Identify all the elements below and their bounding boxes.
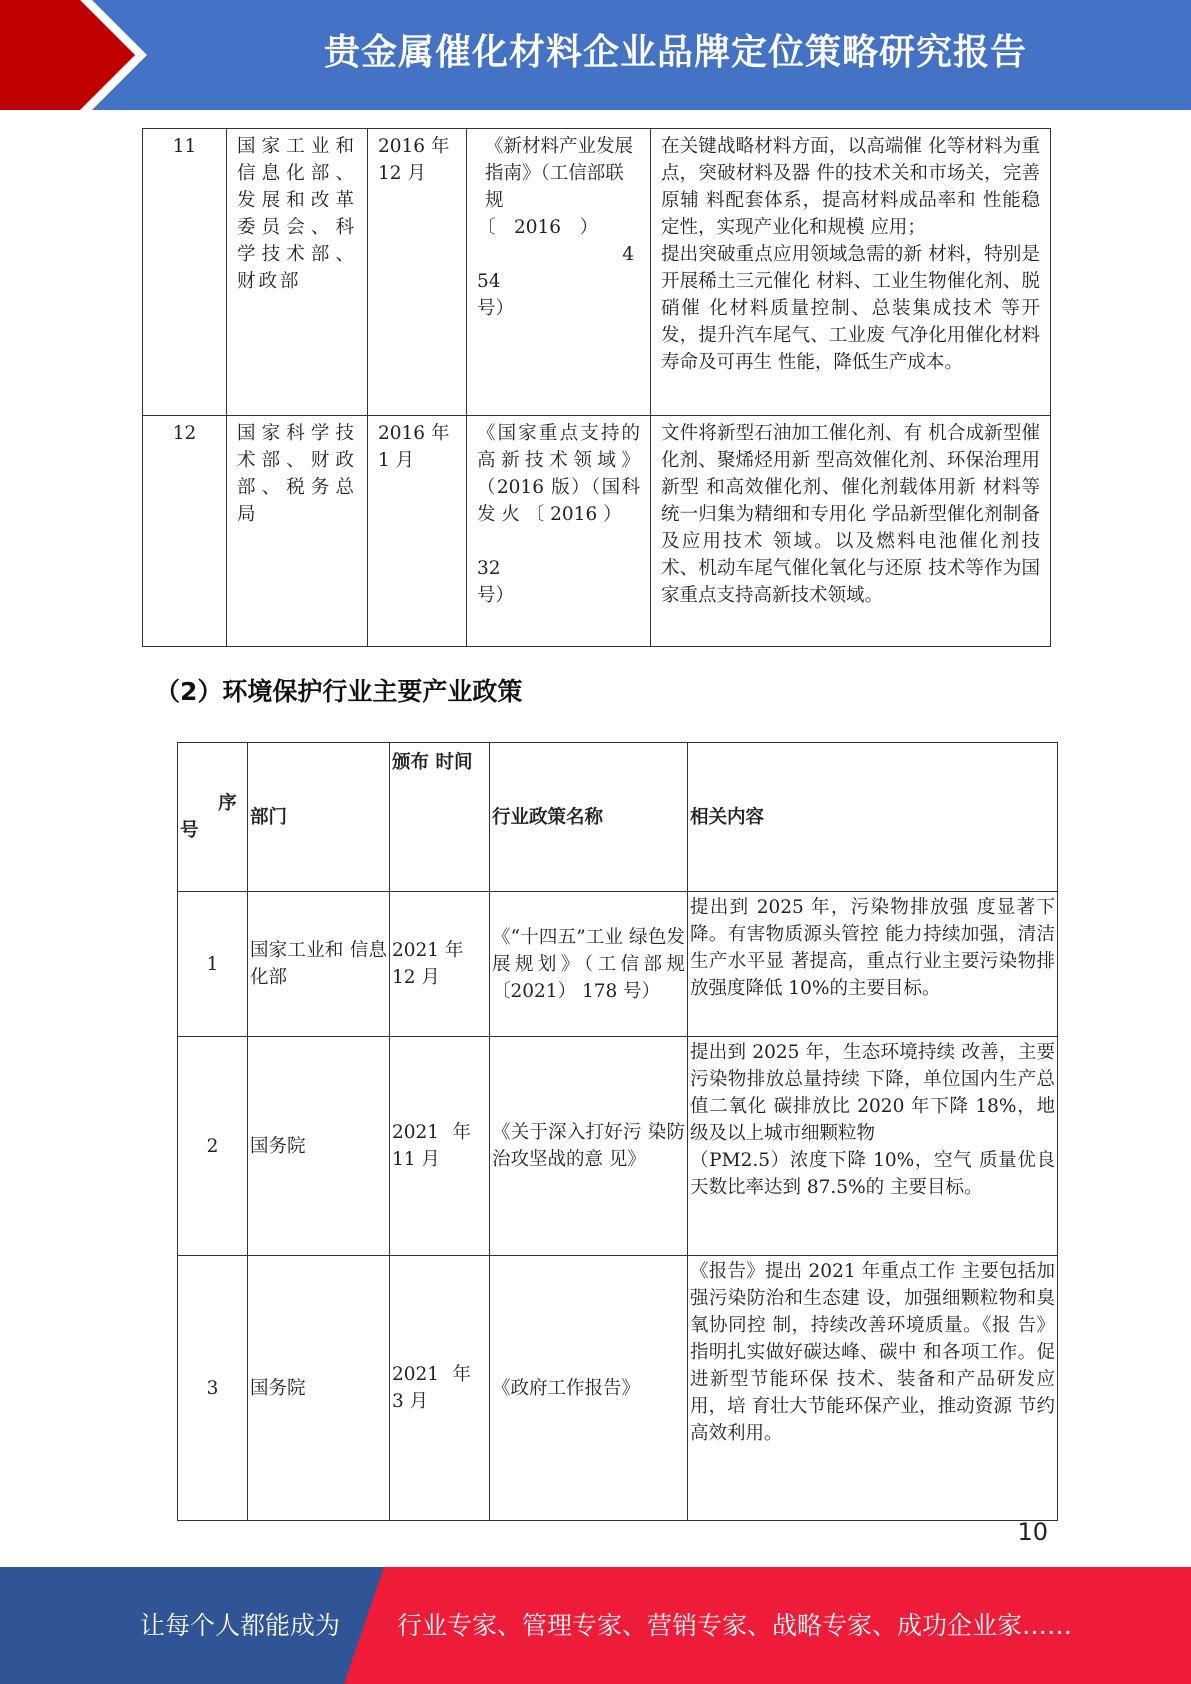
policy-table-2-wrapper [177, 742, 1055, 1494]
policy-line: 54 [477, 271, 501, 292]
content-paragraph: 提出到 2025 年，生态环境持续 改善，主要污染物排放总量持续 下降，单位国内生产总值二氧化 碳排放比 2020 年下降 18%，地 级及以上城市细颗粒物 [690, 1042, 1055, 1144]
row-number: 3 [178, 1256, 248, 1521]
policy-line: 《国家重点支持的高新技术领域》（2016 版）（国科发 火 〔 2016 ） [477, 423, 640, 525]
table-row [178, 1037, 1058, 1256]
date-year: 2021 年 [392, 940, 464, 961]
content-paragraph: （PM2.5）浓度下降 10%，空气 质量优良天数比率达到 87.5%的 主要目标。 [690, 1150, 1055, 1198]
content-cell: 文件将新型石油加工催化剂、有 机合成新型催化剂、聚烯烃用新 型高效催化剂、环保治理用新型 和高效催化剂、催化剂载体用新 材料等统一归集为精细和专用化 学品新型催化剂制备及应用技术 领域。以及燃料电池催化剂技 术、机动车尾气催化氧化与还原 技术等作为国家重点支持高新技术领域。 [651, 416, 1051, 647]
policy-line: 《新材料产业发展指南》（工信部联规 [485, 136, 634, 211]
policy-table-2 [177, 742, 1058, 1521]
policy-table-1 [142, 128, 1051, 647]
date-cell [390, 1256, 490, 1521]
content-cell [688, 1037, 1058, 1256]
section-heading: （2）环境保护行业主要产业政策 [155, 677, 523, 706]
table-row [178, 1256, 1058, 1521]
department-cell: 国务院 [248, 1256, 390, 1521]
table-header-row [178, 743, 1058, 892]
content-paragraph: 在关键战略材料方面，以高端催 化等材料为重点，突破材料及器 件的技术关和市场关，完善原辅 料配套体系，提高材料成品率和 性能稳定性，实现产业化和规模 应用； [661, 136, 1040, 238]
date-cell [390, 892, 490, 1037]
date-year-suffix: 年 [452, 1122, 471, 1143]
page-header [0, 0, 1191, 110]
policy-line: 号） [477, 585, 515, 606]
row-number: 1 [178, 892, 248, 1037]
policy-name-cell [467, 416, 651, 647]
footer-slogan-right: 行业专家、管理专家、营销专家、战略专家、成功企业家…… [397, 1611, 1073, 1640]
table-row [143, 416, 1051, 647]
department-cell: 国家科学技术部、财政部、税务总局 [227, 416, 368, 647]
policy-line: 〔 2016 ） [477, 217, 599, 238]
date-cell [368, 129, 467, 416]
report-title: 贵金属催化材料企业品牌定位策略研究报告 [323, 32, 1027, 73]
row-number: 11 [143, 129, 227, 416]
footer-slogan-left: 让每个人都能成为 [140, 1611, 341, 1640]
department-cell: 国家工业和信息化部、发展和改革委员会、科学技术部、财政部 [227, 129, 368, 416]
date-year: 2016 年 [378, 423, 450, 444]
policy-name-cell: 《政府工作报告》 [490, 1256, 688, 1521]
date-month: 3 月 [392, 1391, 429, 1412]
policy-line: 32 [477, 558, 501, 579]
date-cell [390, 1037, 490, 1256]
date-month: 12 月 [378, 163, 426, 184]
header-policy: 行业政策名称 [490, 743, 688, 892]
policy-name-cell [467, 129, 651, 416]
header-number-bottom: 号 [180, 820, 199, 841]
table-row [178, 892, 1058, 1037]
department-cell: 国家工业和 信息化部 [248, 892, 390, 1037]
date-year: 2021 [392, 1122, 440, 1143]
policy-line: 4 [622, 244, 634, 265]
date-year: 2021 [392, 1364, 440, 1385]
header-chevron-decoration [0, 0, 150, 110]
content-cell: 《报告》提出 2021 年重点工作 主要包括加强污染防治和生态建 设，加强细颗粒物和臭氧协同控 制，持续改善环境质量。《报 告》指明扎实做好碳达峰、碳中 和各项工作。促进新型节能环保 技术、装备和产品研发应用，培 育壮大节能环保产业，推动资源 节约高效利用。 [688, 1256, 1058, 1521]
header-date: 颁布 时间 [390, 743, 490, 892]
row-number: 12 [143, 416, 227, 647]
table-row [143, 129, 1051, 416]
header-number-top: 序 [218, 793, 237, 814]
date-year-suffix: 年 [452, 1364, 471, 1385]
page-number: 10 [1017, 1518, 1048, 1546]
header-number [178, 743, 248, 892]
policy-line: 号） [477, 298, 515, 319]
date-month: 1 月 [378, 450, 415, 471]
content-cell: 提出到 2025 年，污染物排放强 度显著下降。有害物质源头管控 能力持续加强，清洁生产水平显 著提高，重点行业主要污染物排 放强度降低 10%的主要目标。 [688, 892, 1058, 1037]
row-number: 2 [178, 1037, 248, 1256]
department-cell: 国务院 [248, 1037, 390, 1256]
date-month: 11 月 [392, 1149, 440, 1170]
policy-name-cell: 《关于深入打好污 染防治攻坚战的意 见》 [490, 1037, 688, 1256]
date-year: 2016 年 [378, 136, 450, 157]
header-department: 部门 [248, 743, 390, 892]
date-cell [368, 416, 467, 647]
header-content: 相关内容 [688, 743, 1058, 892]
content-cell [651, 129, 1051, 416]
content-paragraph: 提出突破重点应用领域急需的新 材料，特别是开展稀土三元催化 材料、工业生物催化剂、脱硝催 化材料质量控制、总装集成技术 等开发，提升汽车尾气、工业废 气净化用催化材料寿命及可再生 性能，降低生产成本。 [661, 244, 1040, 373]
date-month: 12 月 [392, 967, 440, 988]
page-footer [0, 1567, 1191, 1684]
policy-name-cell: 《“十四五”工业 绿色发展规划》（工信部规〔2021） 178 号） [490, 892, 688, 1037]
